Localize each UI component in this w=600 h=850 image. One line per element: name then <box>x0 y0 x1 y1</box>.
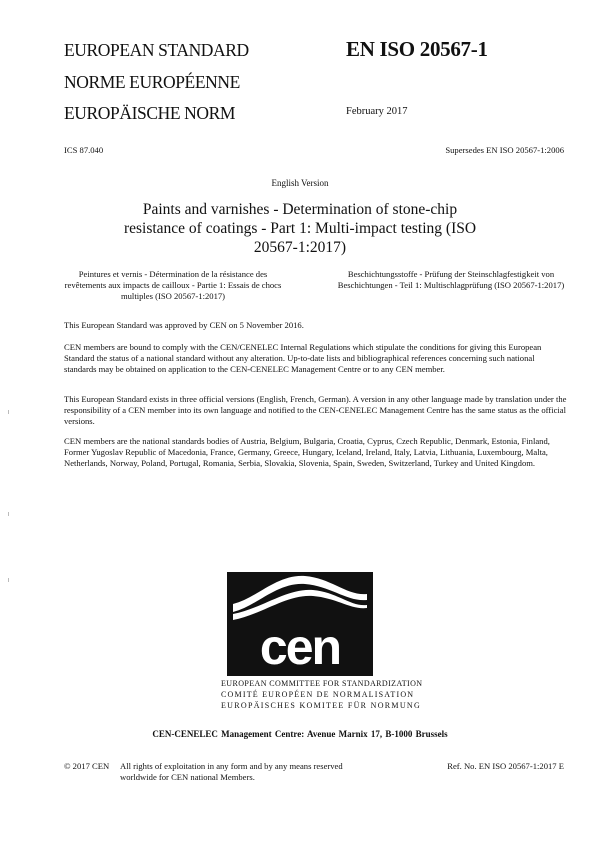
margin-mark <box>8 578 9 582</box>
versions-paragraph: This European Standard exists in three official versions (English, French, German). A version in any other language made by translation under the responsibility of a CEN member into its own language and notified to the CEN-CENELEC Management Centre has the same status as the official versions. <box>64 394 567 426</box>
approval-paragraph: This European Standard was approved by CEN on 5 November 2016. <box>64 320 304 330</box>
reference-number: Ref. No. EN ISO 20567-1:2017 E <box>447 761 564 771</box>
org-name-en: EUROPEAN COMMITTEE FOR STANDARDIZATION <box>221 679 423 688</box>
standard-name-en: EUROPEAN STANDARD <box>64 40 249 60</box>
french-title: Peintures et vernis - Détermination de la résistance des revêtements aux impacts de cailloux - Partie 1: Essais de chocs multiples (ISO 20567-1:2017) <box>64 269 282 301</box>
german-title: Beschichtungsstoffe - Prüfung der Steinschlagfestigkeit von Beschichtungen - Teil 1: Multischlagprüfung (ISO 20567-1:2017) <box>337 269 565 290</box>
cen-logo-icon <box>227 572 373 676</box>
rights-statement: All rights of exploitation in any form and by any means reserved worldwide for CEN national Members. <box>120 761 343 782</box>
supersedes-note: Supersedes EN ISO 20567-1:2006 <box>445 145 564 155</box>
language-version: English Version <box>271 178 329 188</box>
copyright-notice: © 2017 CEN <box>64 761 110 771</box>
org-name-fr: COMITÉ EUROPÉEN DE NORMALISATION <box>221 690 415 699</box>
margin-mark <box>8 410 9 414</box>
ics-code: ICS 87.040 <box>64 145 104 155</box>
margin-mark <box>8 512 9 516</box>
document-number: EN ISO 20567-1 <box>346 37 488 61</box>
document-title: Paints and varnishes - Determination of stone-chip resistance of coatings - Part 1: Multi-impact testing (ISO 20567-1:2017) <box>123 201 477 256</box>
management-centre-address: CEN-CENELEC Management Centre: Avenue Marnix 17, B-1000 Brussels <box>152 729 448 739</box>
cen-logo-text: cen <box>259 619 341 675</box>
standard-name-fr: NORME EUROPÉENNE <box>64 72 240 92</box>
compliance-paragraph: CEN members are bound to comply with the CEN/CENELEC Internal Regulations which stipulate the conditions for giving this European Standard the status of a national standard without any alteration. Up-to-date lists and bibliographical references concerning such national standards may be obtained on application to the CEN-CENELEC Management Centre or to any CEN member. <box>64 342 542 374</box>
publication-date: February 2017 <box>346 106 408 117</box>
standard-name-de: EUROPÄISCHE NORM <box>64 103 236 123</box>
org-name-de: EUROPÄISCHES KOMITEE FÜR NORMUNG <box>221 701 422 710</box>
members-paragraph: CEN members are the national standards bodies of Austria, Belgium, Bulgaria, Croatia, Cyprus, Czech Republic, Denmark, Estonia, Finland, Former Yugoslav Republic of Macedonia, France, Germany, Greece, Hungary, Iceland, Ireland, Italy, Latvia, Lithuania, Luxembourg, Malta, Netherlands, Norway, Poland, Portugal, Romania, Serbia, Slovakia, Slovenia, Spain, Sweden, Switzerland, Turkey and United Kingdom. <box>64 436 550 468</box>
